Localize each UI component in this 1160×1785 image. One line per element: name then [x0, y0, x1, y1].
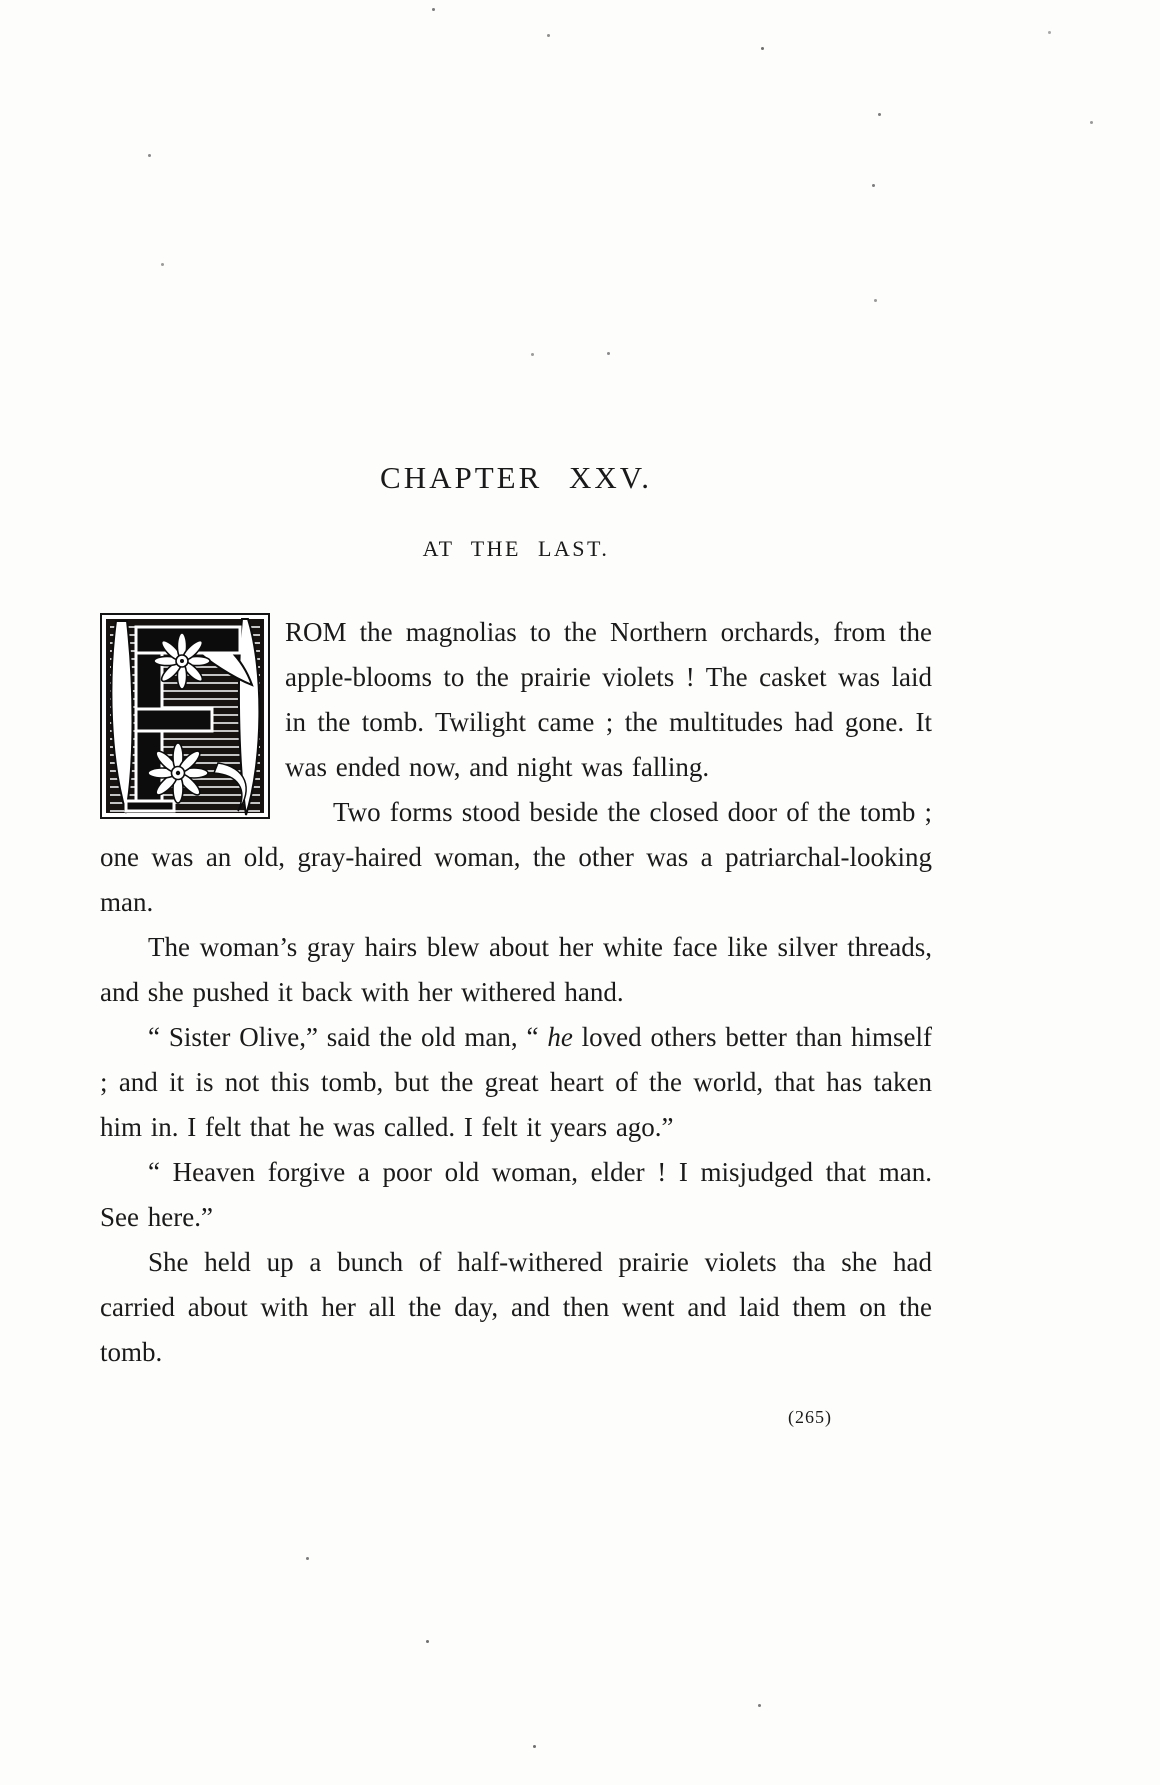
chapter-subtitle: AT THE LAST.	[422, 536, 610, 561]
text-run: ROM the magnolias to the Northern orchards, from the apple-blooms to the prairie violets ! The casket was laid in the tomb. Twilight came ; the multitudes had gone. It was ended now, and night was falling.	[285, 617, 932, 782]
text-run: “ Sister Olive,” said the old man, “	[148, 1022, 548, 1052]
text-run: The woman’s gray hairs blew about her white face like silver threads, and she pushed it back with her withered hand.	[100, 932, 932, 1007]
text-block	[100, 460, 932, 1440]
drop-cap-ornament	[100, 613, 270, 819]
text-run: “ Heaven forgive a poor old woman, elder ! I misjudged that man. See here.”	[100, 1157, 932, 1232]
paragraph	[100, 1240, 932, 1375]
paragraph	[100, 1015, 932, 1150]
text-run: Two forms stood beside the closed door of the tomb ; one was an old, gray-haired woman, the other was a patriarchal-looking man.	[100, 797, 932, 917]
scan-specks	[0, 0, 3, 3]
paragraph	[100, 925, 932, 1015]
paragraph	[100, 1150, 932, 1240]
body-text	[100, 610, 932, 1440]
text-run: She held up a bunch of half-withered prairie violets tha she had carried about with her all the day, and then went and laid them on the tomb.	[100, 1247, 932, 1367]
page-number: (265)	[788, 1407, 832, 1427]
svg-text:F	[149, 785, 155, 796]
chapter-heading: CHAPTER XXV.	[380, 460, 652, 495]
italic-text-run: he	[547, 1022, 573, 1052]
dropcap-woodcut-f-icon	[100, 613, 270, 819]
text-run: loved others better than himself ; and it is not this tomb, but the great heart of the world, that has taken him in. I felt that he was called. I felt it years ago.”	[100, 1022, 933, 1142]
